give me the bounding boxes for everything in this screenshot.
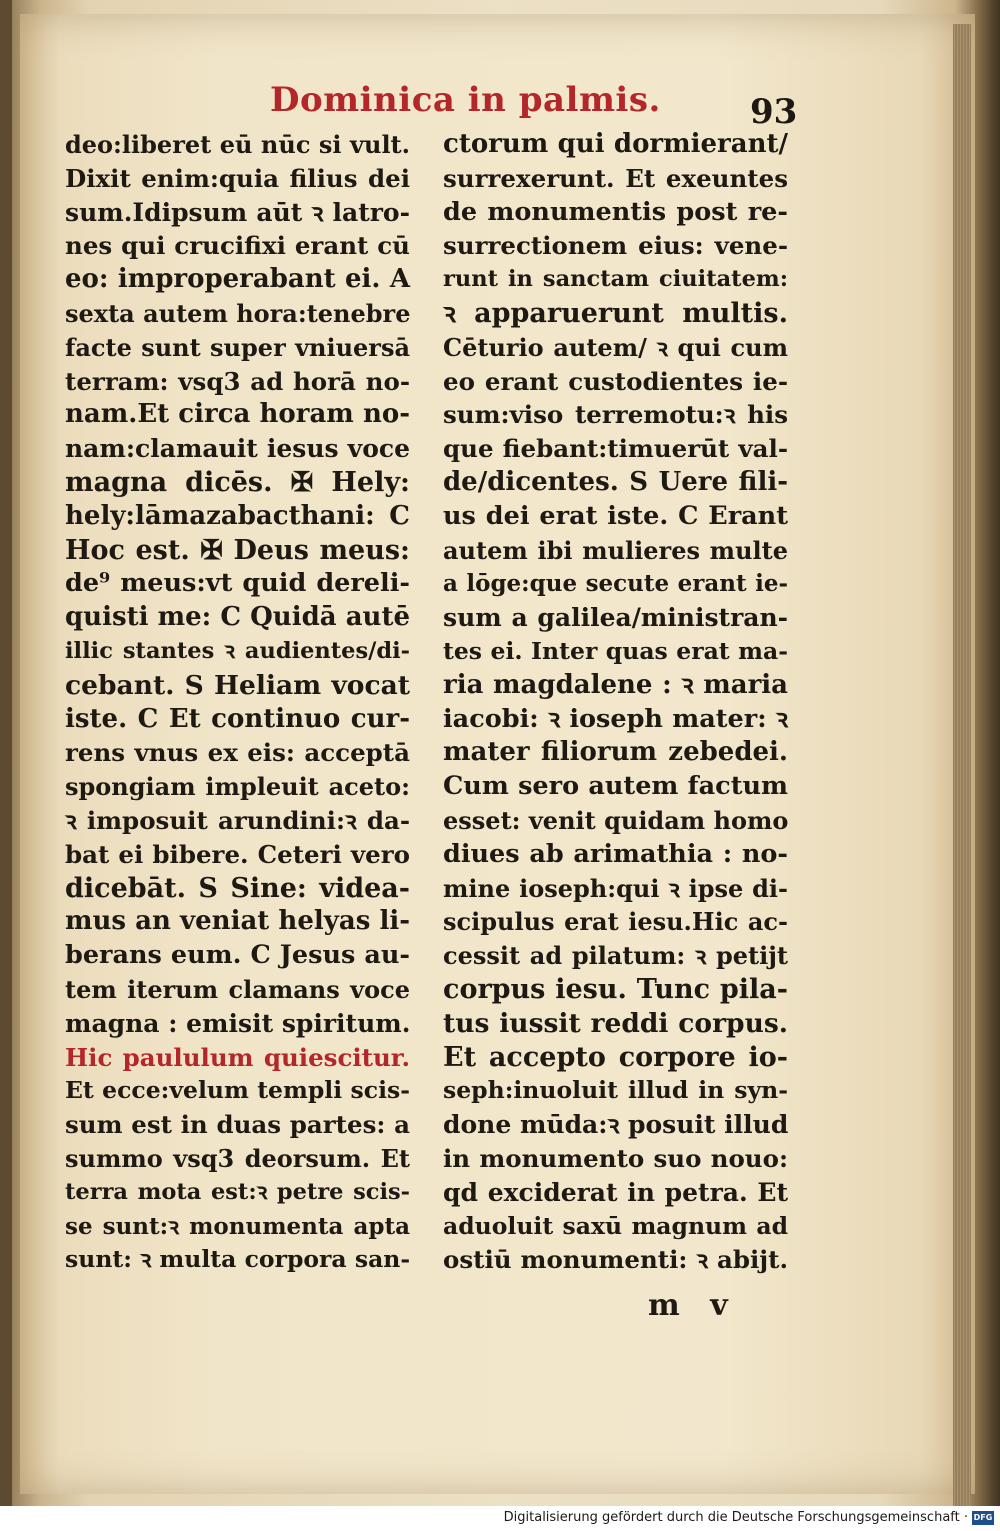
text-line: iacobi: ꝛ ioseph mater: ꝛ bbox=[443, 703, 788, 734]
text-line: hely:lāmazabacthani: C bbox=[65, 500, 410, 531]
text-line: de⁹ meus:vt quid dereli- bbox=[65, 568, 410, 599]
text-line: corpus iesu. Tunc pila- bbox=[443, 973, 788, 1005]
text-line: ria magdalene : ꝛ maria bbox=[443, 669, 788, 700]
text-line: ctorum qui dormierant/ bbox=[443, 129, 788, 159]
text-line: cessit ad pilatum: ꝛ petijt bbox=[443, 941, 788, 971]
text-line: dicebāt. S Sine: videa- bbox=[65, 872, 410, 904]
page-edges bbox=[953, 24, 971, 1514]
folio-number: 93 bbox=[750, 92, 798, 132]
text-line: illic stantes ꝛ audientes/di- bbox=[65, 637, 410, 664]
text-line: summo vsq3 deorsum. Et bbox=[65, 1143, 410, 1173]
text-line: tem iterum clamans voce bbox=[65, 974, 410, 1004]
signature-mark: m v bbox=[648, 1288, 738, 1323]
text-line: aduoluit saxū magnum ad bbox=[443, 1211, 788, 1240]
text-line: de monumentis post re- bbox=[443, 196, 788, 227]
text-line: Dixit enim:quia filius dei bbox=[65, 163, 410, 193]
text-line: de/dicentes. S Uere fili- bbox=[443, 466, 788, 497]
text-line: qd exciderat in petra. Et bbox=[443, 1177, 788, 1207]
text-line: bat ei bibere. Ceteri vero bbox=[65, 839, 410, 869]
text-line: in monumento suo nouo: bbox=[443, 1143, 788, 1173]
text-line: mater filiorum zebedei. bbox=[443, 737, 788, 768]
text-line: facte sunt super vniuersā bbox=[65, 332, 410, 362]
text-line: berans eum. C Jesus au- bbox=[65, 940, 410, 971]
text-line: se sunt:ꝛ monumenta apta bbox=[65, 1212, 410, 1240]
text-line: sum a galilea/ministran- bbox=[443, 603, 788, 633]
text-line: magna dicēs. ✠ Hely: bbox=[65, 466, 410, 498]
text-line: eo: improperabant ei. A bbox=[65, 264, 410, 295]
text-line: scipulus erat iesu.Hic ac- bbox=[443, 907, 788, 937]
text-line: Et accepto corpore io- bbox=[443, 1041, 788, 1073]
text-line: magna : emisit spiritum. bbox=[65, 1008, 411, 1038]
text-line: a lōge:que secute erant ie- bbox=[443, 570, 788, 598]
text-line: Et ecce:velum templi scis- bbox=[65, 1076, 410, 1105]
text-line: nam.Et circa horam no- bbox=[65, 399, 410, 430]
text-line: mus an veniat helyas li- bbox=[65, 906, 410, 937]
text-line: terra mota est:ꝛ petre scis- bbox=[65, 1178, 410, 1205]
text-line: tus iussit reddi corpus. bbox=[443, 1007, 788, 1039]
funding-credit: Digitalisierung gefördert durch die Deutsche Forschungsgemeinschaft · bbox=[503, 1510, 968, 1525]
text-line: done mūda:ꝛ posuit illud bbox=[443, 1110, 789, 1140]
text-line: Cum sero autem factum bbox=[443, 771, 788, 802]
text-line: sexta autem hora:tenebre bbox=[65, 298, 411, 328]
text-line: deo:liberet eū nūc si vult. bbox=[65, 130, 410, 159]
right-text-column bbox=[443, 128, 788, 1277]
text-line: sum.Idipsum aūt ꝛ latro- bbox=[65, 197, 410, 227]
text-line: tes ei. Inter quas erat ma- bbox=[443, 636, 788, 665]
text-line: iste. C Et continuo cur- bbox=[65, 703, 410, 734]
text-line: Hoc est. ✠ Deus meus: bbox=[65, 534, 410, 566]
text-line: us dei erat iste. C Erant bbox=[443, 500, 788, 531]
text-line: Cēturio autem/ ꝛ qui cum bbox=[443, 332, 788, 362]
text-line: surrectionem eius: vene- bbox=[443, 231, 788, 261]
text-line: esset: venit quidam homo bbox=[443, 805, 789, 835]
text-line: ꝛ apparuerunt multis. bbox=[443, 297, 788, 329]
text-line: diues ab arimathia : no- bbox=[443, 838, 788, 869]
text-line: quisti me: C Quidā autē bbox=[65, 602, 410, 633]
text-line: surrexerunt. Et exeuntes bbox=[443, 163, 788, 193]
text-line: sum est in duas partes: a bbox=[65, 1110, 410, 1140]
text-line: cebant. S Heliam vocat bbox=[65, 669, 410, 701]
left-text-column bbox=[65, 128, 410, 1277]
text-line: autem ibi mulieres multe bbox=[443, 535, 788, 565]
book-spine bbox=[0, 0, 12, 1506]
text-line: ostiū monumenti: ꝛ abijt. bbox=[443, 1245, 788, 1275]
running-title: Dominica in palmis. bbox=[270, 80, 661, 120]
text-line: seph:inuoluit illud in syn- bbox=[443, 1076, 788, 1105]
text-line: mine ioseph:qui ꝛ ipse di- bbox=[443, 873, 788, 903]
text-line: terram: vsq3 ad horā no- bbox=[65, 366, 410, 396]
text-line: nam:clamauit iesus voce bbox=[65, 434, 410, 464]
text-line: spongiam impleuit aceto: bbox=[65, 772, 410, 802]
text-line: rens vnus ex eis: acceptā bbox=[65, 738, 410, 768]
text-line: Hic paululum quiescitur. bbox=[65, 1042, 410, 1072]
text-line: ꝛ imposuit arundini:ꝛ da- bbox=[65, 805, 410, 835]
footer-bar bbox=[0, 1506, 1000, 1531]
text-line: sum:viso terremotu:ꝛ his bbox=[443, 400, 788, 430]
dfg-logo: DFG bbox=[972, 1511, 994, 1525]
text-line: nes qui crucifixi erant cū bbox=[65, 231, 410, 261]
text-line: sunt: ꝛ multa corpora san- bbox=[65, 1245, 411, 1274]
text-line: que fiebant:timuerūt val- bbox=[443, 434, 788, 464]
text-line: runt in sanctam ciuitatem: bbox=[443, 266, 788, 293]
text-line: eo erant custodientes ie- bbox=[443, 366, 788, 396]
